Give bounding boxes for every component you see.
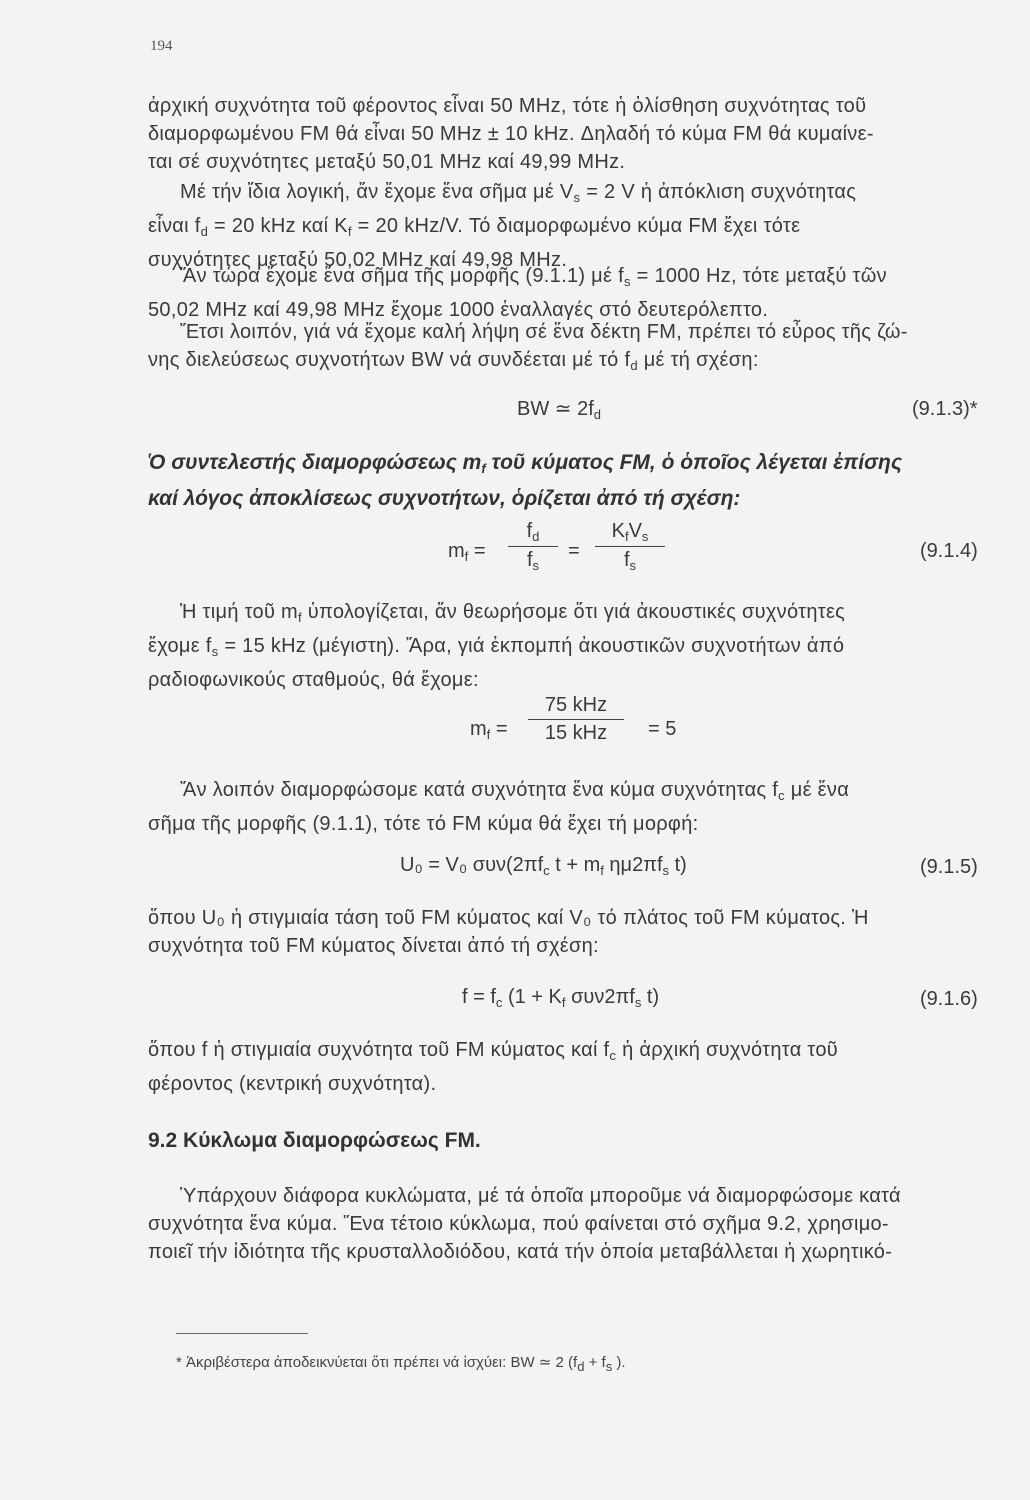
text-line: εἶναι $f_d = 20$ kHz καί $K_f = 20$ kHz/V. Τό διαμορφωμένο κύμα FM ἔχει τότε [148,215,801,239]
paragraph-3 [148,262,996,324]
denominator: $f_s$ [623,549,637,573]
paragraph-1 [148,92,996,176]
text-line: ὅπου U₀ ἡ στιγμιαία τάση τοῦ FM κύματος καί V₀ τό πλάτος τοῦ FM κύματος. Ἡ [148,907,869,929]
equation-9-1-5: U₀ = V₀ $\sigma\upsilon\nu(2\pi f_c$ $t + m_f$ $\eta\mu 2\pi f_s$ t) [400,854,687,878]
definition-text [148,448,996,514]
denominator: 15 kHz [544,722,608,744]
denominator: $f_s$ [526,549,540,573]
text-line: ραδιοφωνικούς σταθμούς, θά ἔχομε: [148,669,479,691]
fraction-kfvs-fs [595,520,665,573]
text-line: Ἄν τώρα ἔχομε ἕνα σῆμα τῆς μορφῆς (9.1.1) μέ $f_s = 1000$ Hz, τότε μεταξύ τῶν [180,265,887,289]
text-line: συχνότητα ἕνα κύμα. Ἕνα τέτοιο κύκλωμα, πού φαίνεται στό σχῆμα 9.2, χρησιμο- [148,1213,889,1235]
paragraph-5 [148,598,996,694]
equation-9-1-6: $f = f_c$ ($1 + K_f$ $\sigma\upsilon\nu 2\pi f_s$ t) [462,986,660,1010]
fraction-bar [528,719,624,720]
text-line: σῆμα τῆς μορφῆς (9.1.1), τότε τό FM κύμα θά ἔχει τή μορφή: [148,813,699,835]
fraction-bar [508,546,558,547]
footnote: * Ἀκριβέστερα ἀποδεικνύεται ὅτι πρέπει νά ἰσχύει: BW ≃ 2 ($f_d + f_s$ ). [176,1354,626,1374]
text-line: ται σέ συχνότητες μεταξύ 50,01 MHz καί 49,99 MHz. [148,151,626,173]
equation-9-1-3: BW ≃ $2f_d$ [517,398,602,422]
text-line: 50,02 MHz καί 49,98 MHz ἔχομε 1000 ἐναλλαγές στό δευτερόλεπτο. [148,299,769,321]
paragraph-6 [148,776,996,838]
text-line: συχνότητες μεταξύ 50,02 MHz καί 49,98 MHz. [148,249,568,271]
numerator: $K_fV_s$ [611,520,649,544]
fraction-fd-fs [508,520,558,573]
text-line: Μέ τήν ἴδια λογική, ἄν ἔχομε ἕνα σῆμα μέ $V_s = 2$ V ἡ ἀπόκλιση συχνότητας [180,181,857,205]
paragraph-2 [148,178,996,274]
text-line: ἀρχική συχνότητα τοῦ φέροντος εἶναι 50 MHz, τότε ἡ ὀλίσθηση συχνότητας τοῦ [148,95,867,117]
equation-number: (9.1.6) [920,988,978,1010]
equation-number: (9.1.5) [920,856,978,878]
calc-result: = 5 [648,718,677,740]
text-line: ἔχομε $f_s = 15$ kHz (μέγιστη). Ἄρα, γιά ἐκπομπή ἀκουστικῶν συχνοτήτων ἀπό [148,635,845,659]
text-line: ὅπου f ἡ στιγμιαία συχνότητα τοῦ FM κύματος καί $f_c$ ἡ ἀρχική συχνότητα τοῦ [148,1039,838,1063]
section-heading: 9.2 Κύκλωμα διαμορφώσεως FM. [148,1129,481,1152]
text-line: Ἄν λοιπόν διαμορφώσομε κατά συχνότητα ἕνα κύμα συχνότητας $f_c$ μέ ἕνα [180,779,850,803]
numerator: 75 kHz [544,694,608,716]
text-line: καί λόγος ἀποκλίσεως συχνοτήτων, ὁρίζεται ἀπό τή σχέση: [148,487,741,510]
text-line: Ἔτσι λοιπόν, γιά νά ἔχομε καλή λήψη σέ ἕνα δέκτη FM, πρέπει τό εὖρος τῆς ζώ- [180,321,908,343]
equation-9-1-4-lhs: $m_f$ = [448,540,486,564]
text-line: συχνότητα τοῦ FM κύματος δίνεται ἀπό τή σχέση: [148,935,599,957]
text-line: Ὑπάρχουν διάφορα κυκλώματα, μέ τά ὁποῖα μποροῦμε νά διαμορφώσομε κατά [180,1185,901,1207]
text-line: Ὁ συντελεστής διαμορφώσεως $m_f$ τοῦ κύματος FM, ὁ ὁποῖος λέγεται ἐπίσης [148,451,903,476]
text-line: ποιεῖ τήν ἰδιότητα τῆς κρυσταλλοδιόδου, κατά τήν ὁποία μεταβάλλεται ἡ χωρητικό- [148,1241,893,1263]
equation-number: (9.1.4) [920,540,978,562]
text-line: νης διελεύσεως συχνοτήτων BW νά συνδέεται μέ τό $f_d$ μέ τή σχέση: [148,349,759,373]
text-line: Ἡ τιμή τοῦ $m_f$ ὑπολογίζεται, ἄν θεωρήσομε ὅτι γιά ἀκουστικές συχνότητες [180,601,846,625]
footnote-rule [176,1333,308,1334]
text-line: διαμορφωμένου FM θά εἶναι 50 MHz ± 10 kHz. Δηλαδή τό κύμα FM θά κυμαίνε- [148,123,874,145]
paragraph-4 [148,318,996,380]
paragraph-9 [148,1182,996,1266]
calc-lhs: $m_f$ = [470,718,508,742]
text-line: φέροντος (κεντρική συχνότητα). [148,1073,437,1095]
page-number: 194 [150,38,173,54]
equals-sign: = [568,540,580,562]
paragraph-8 [148,1036,996,1098]
fraction-75-15 [528,694,624,745]
numerator: $f_d$ [526,520,540,544]
equation-number: (9.1.3)* [912,398,978,420]
paragraph-7 [148,904,996,960]
fraction-bar [595,546,665,547]
